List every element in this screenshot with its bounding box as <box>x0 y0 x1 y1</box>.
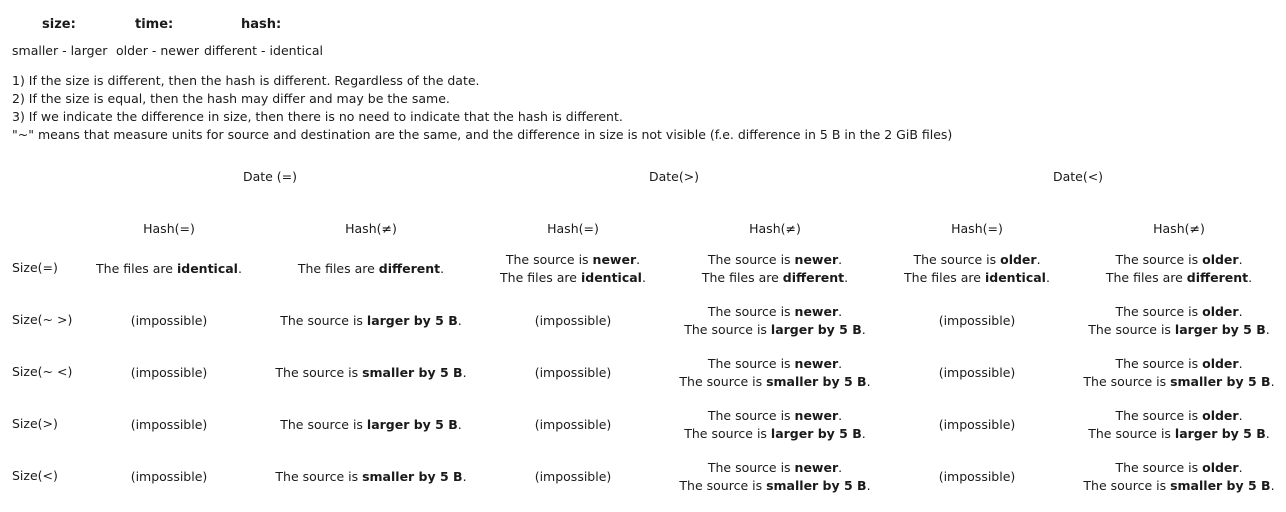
legend-time-header: time: <box>135 17 174 32</box>
cell-line: (impossible) <box>534 365 612 380</box>
note-1: 1) If the size is different, then the hash is different. Regardless of the date. <box>12 73 480 88</box>
cell-line: The source is newer. <box>707 460 843 475</box>
row-label: Size(~ >) <box>12 312 73 327</box>
cell-line: The source is smaller by 5 B. <box>679 478 871 493</box>
cell-line: (impossible) <box>534 469 612 484</box>
row-label: Size(~ <) <box>12 364 73 379</box>
table-cell <box>472 347 674 399</box>
table-cell <box>876 295 1078 347</box>
cell-line: The source is older. <box>1115 356 1243 371</box>
table-cell <box>270 295 472 347</box>
cell-line: (impossible) <box>534 417 612 432</box>
note-tilde: "~" means that measure units for source and destination are the same, and the difference in size is not visible (f.e. difference in 5 B in the 2 GiB files) <box>12 127 953 142</box>
cell-line: The files are identical. <box>904 270 1050 285</box>
cell-line: The source is larger by 5 B. <box>684 322 866 337</box>
cell-line: The source is newer. <box>707 356 843 371</box>
cell-line: The source is older. <box>1115 408 1243 423</box>
cell-line: The source is older. <box>913 252 1041 267</box>
cell-line: The source is larger by 5 B. <box>280 417 462 432</box>
cell-line: (impossible) <box>938 417 1016 432</box>
cell-line: The source is smaller by 5 B. <box>1083 478 1275 493</box>
hash-header-6: Hash(≠) <box>1153 221 1205 236</box>
table-cell <box>68 399 270 451</box>
table-cell <box>674 295 876 347</box>
cell-line: The source is older. <box>1115 252 1243 267</box>
cell-line: The source is older. <box>1115 460 1243 475</box>
cell-line: The files are different. <box>1105 270 1253 285</box>
row-label: Size(>) <box>12 416 58 431</box>
table-cell <box>674 347 876 399</box>
cell-line: The source is newer. <box>505 252 641 267</box>
cell-line: The source is larger by 5 B. <box>684 426 866 441</box>
cell-line: The source is newer. <box>707 408 843 423</box>
table-cell <box>270 243 472 295</box>
table-cell <box>876 399 1078 451</box>
legend-hash-header: hash: <box>241 17 282 32</box>
cell-line: The source is smaller by 5 B. <box>679 374 871 389</box>
cell-line: The source is smaller by 5 B. <box>275 365 467 380</box>
date-header-less: Date(<) <box>1052 169 1104 184</box>
cell-line: The source is smaller by 5 B. <box>1083 374 1275 389</box>
cell-line: The source is newer. <box>707 304 843 319</box>
cell-line: (impossible) <box>938 365 1016 380</box>
cell-line: (impossible) <box>534 313 612 328</box>
table-cell <box>472 243 674 295</box>
cell-line: The source is smaller by 5 B. <box>275 469 467 484</box>
cell-line: The files are different. <box>701 270 849 285</box>
hash-header-5: Hash(=) <box>951 221 1003 236</box>
cell-line: The source is older. <box>1115 304 1243 319</box>
row-label: Size(<) <box>12 468 58 483</box>
cell-line: (impossible) <box>938 469 1016 484</box>
table-cell <box>68 451 270 503</box>
cell-line: The source is larger by 5 B. <box>1088 322 1270 337</box>
table-cell <box>1078 347 1280 399</box>
table-cell <box>68 295 270 347</box>
table-cell <box>674 243 876 295</box>
table-cell <box>68 347 270 399</box>
table-cell <box>270 399 472 451</box>
table-cell <box>1078 399 1280 451</box>
hash-header-1: Hash(=) <box>143 221 195 236</box>
cell-line: The source is larger by 5 B. <box>1088 426 1270 441</box>
hash-header-3: Hash(=) <box>547 221 599 236</box>
cell-line: (impossible) <box>938 313 1016 328</box>
cell-line: (impossible) <box>130 365 208 380</box>
table-cell <box>472 451 674 503</box>
table-cell <box>876 243 1078 295</box>
table-cell <box>674 399 876 451</box>
table-cell <box>472 295 674 347</box>
cell-line: The source is newer. <box>707 252 843 267</box>
cell-line: (impossible) <box>130 417 208 432</box>
table-cell <box>876 451 1078 503</box>
table-cell <box>68 243 270 295</box>
table-cell <box>1078 295 1280 347</box>
hash-header-2: Hash(≠) <box>345 221 397 236</box>
cell-line: The files are different. <box>297 261 445 276</box>
legend-hash-values: different - identical <box>204 43 323 58</box>
cell-line: The source is larger by 5 B. <box>280 313 462 328</box>
table-cell <box>674 451 876 503</box>
date-header-equal: Date (=) <box>242 169 298 184</box>
table-cell <box>472 399 674 451</box>
hash-header-4: Hash(≠) <box>749 221 801 236</box>
table-cell <box>1078 451 1280 503</box>
date-header-greater: Date(>) <box>648 169 700 184</box>
note-2: 2) If the size is equal, then the hash may differ and may be the same. <box>12 91 450 106</box>
cell-line: The files are identical. <box>500 270 646 285</box>
row-label: Size(=) <box>12 260 58 275</box>
table-cell <box>1078 243 1280 295</box>
table-cell <box>270 451 472 503</box>
legend-time-values: older - newer <box>116 43 200 58</box>
note-3: 3) If we indicate the difference in size, then there is no need to indicate that the hash is different. <box>12 109 623 124</box>
cell-line: (impossible) <box>130 469 208 484</box>
table-cell <box>270 347 472 399</box>
legend-size-values: smaller - larger <box>12 43 108 58</box>
legend-size-header: size: <box>42 17 76 32</box>
cell-line: (impossible) <box>130 313 208 328</box>
table-cell <box>876 347 1078 399</box>
cell-line: The files are identical. <box>96 261 242 276</box>
